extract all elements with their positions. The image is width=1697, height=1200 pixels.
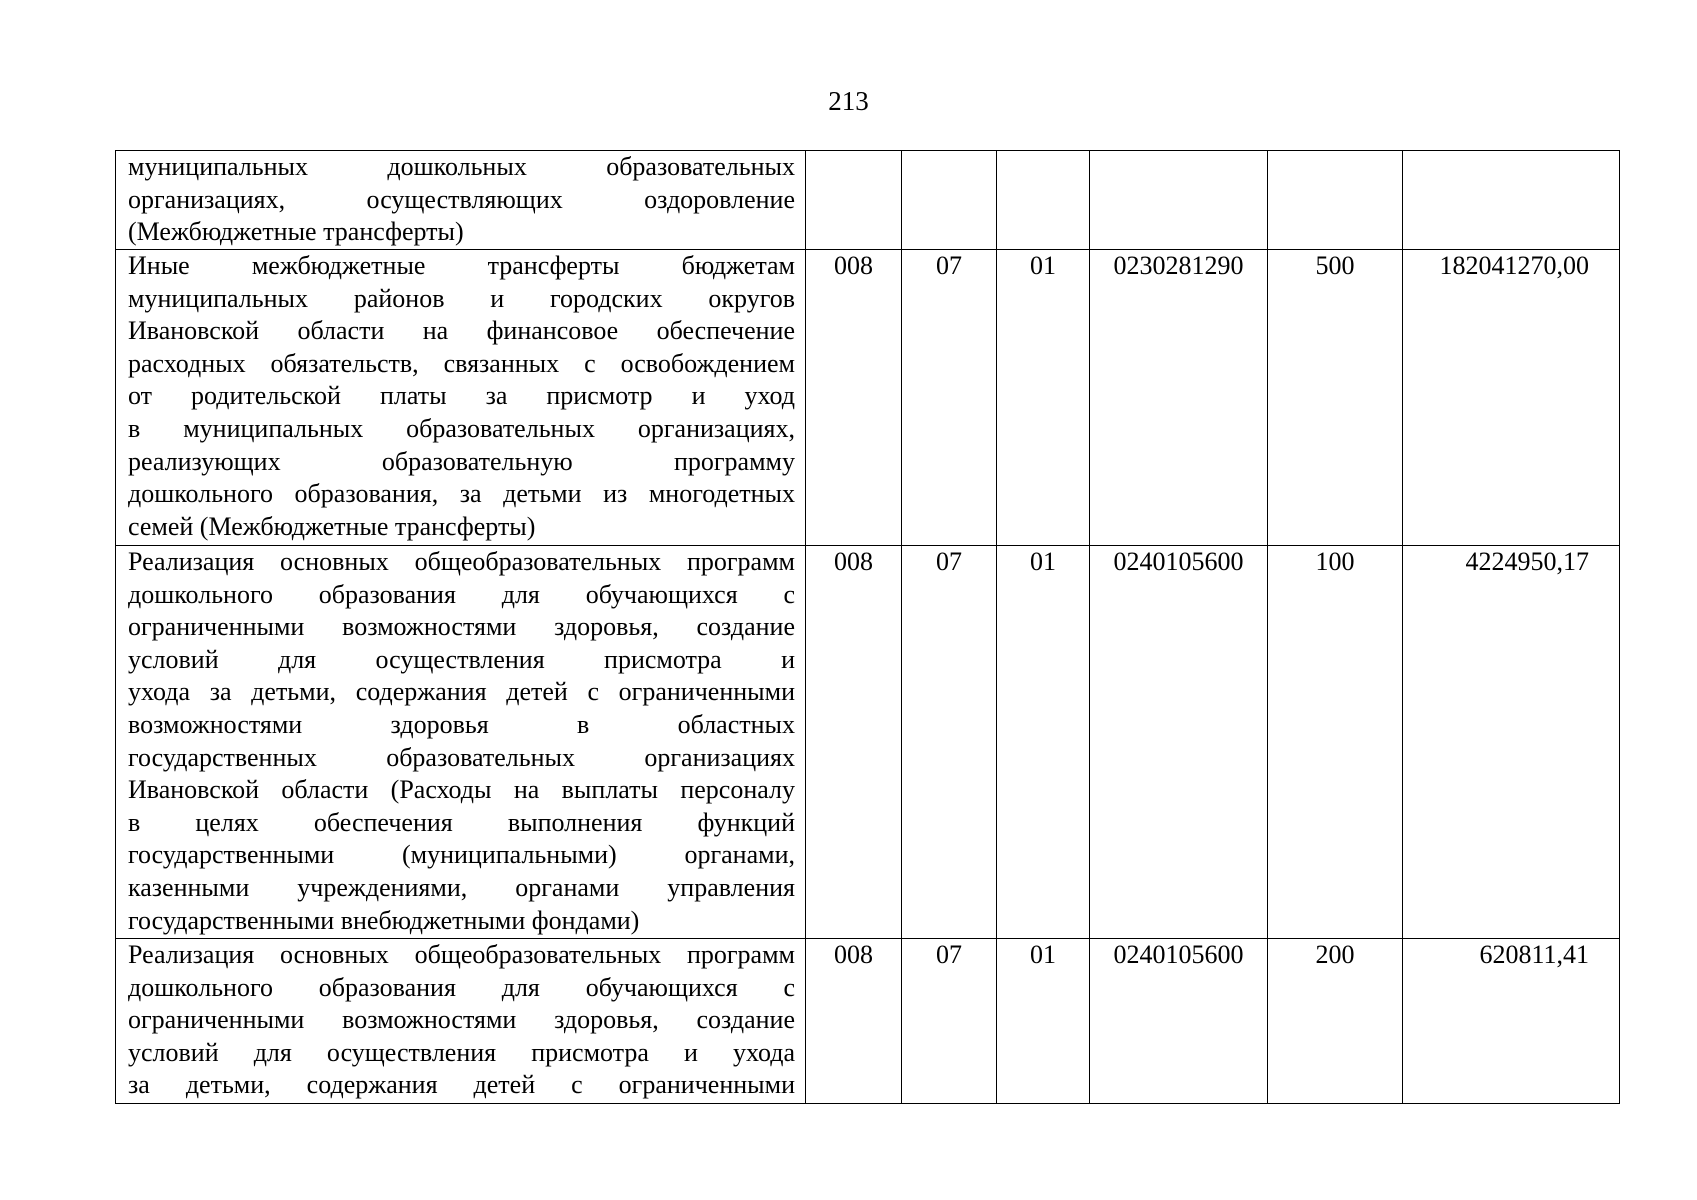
description-line: казенными учреждениями, органами управления: [128, 872, 795, 902]
page-number: 213: [828, 86, 869, 116]
subsection-code-cell: 01: [997, 250, 1090, 546]
target-article-cell: 0240105600: [1090, 546, 1268, 939]
target-article-cell: 0230281290: [1090, 250, 1268, 546]
description-line: реализующих образовательную программу: [128, 446, 795, 476]
description-line: Реализация основных общеобразовательных программ: [128, 547, 795, 576]
amount-cell: 620811,41: [1403, 939, 1620, 1104]
table-row: [116, 151, 1620, 250]
description-line: муниципальных дошкольных образовательных: [128, 152, 795, 181]
description-cell: [116, 250, 806, 546]
budget-table: [115, 150, 1620, 1104]
description-line: дошкольного образования для обучающихся с: [128, 972, 795, 1002]
expense-type-cell: 200: [1268, 939, 1403, 1104]
description-line: Реализация основных общеобразовательных программ: [128, 940, 795, 969]
description-line: Ивановской области на финансовое обеспечение: [128, 316, 795, 346]
ministry-code-cell: [806, 151, 902, 250]
description-line: государственных образовательных организациях: [128, 742, 795, 772]
description-cell: [116, 546, 806, 939]
description-line: условий для осуществления присмотра и ухода: [128, 1037, 795, 1067]
description-line: семей (Межбюджетные трансферты): [128, 511, 536, 541]
description-line: ограниченными возможностями здоровья, создание: [128, 612, 795, 642]
description-line: возможностями здоровья в областных: [128, 709, 795, 739]
description-line: государственными (муниципальными) органами,: [128, 840, 795, 870]
target-article-cell: [1090, 151, 1268, 250]
subsection-code-cell: 01: [997, 939, 1090, 1104]
expense-type-cell: [1268, 151, 1403, 250]
ministry-code-cell: 008: [806, 546, 902, 939]
description-line: Ивановской области (Расходы на выплаты персоналу: [128, 775, 795, 805]
description-line: условий для осуществления присмотра и: [128, 644, 795, 674]
description-line: расходных обязательств, связанных с освобождением: [128, 348, 795, 378]
target-article-cell: 0240105600: [1090, 939, 1268, 1104]
description-line: муниципальных районов и городских округов: [128, 283, 795, 313]
table-row: [116, 939, 1620, 1104]
ministry-code-cell: 008: [806, 939, 902, 1104]
description-line: ограниченными возможностями здоровья, создание: [128, 1005, 795, 1035]
subsection-code-cell: 01: [997, 546, 1090, 939]
amount-cell: 182041270,00: [1403, 250, 1620, 546]
subsection-code-cell: [997, 151, 1090, 250]
amount-cell: 4224950,17: [1403, 546, 1620, 939]
expense-type-cell: 500: [1268, 250, 1403, 546]
description-line: государственными внебюджетными фондами): [128, 905, 640, 935]
section-code-cell: 07: [902, 546, 997, 939]
ministry-code-cell: 008: [806, 250, 902, 546]
description-line: ухода за детьми, содержания детей с ограниченными: [128, 677, 795, 707]
description-cell: [116, 151, 806, 250]
description-line: от родительской платы за присмотр и уход: [128, 381, 795, 411]
description-line: за детьми, содержания детей с ограниченными: [128, 1070, 795, 1100]
description-line: Иные межбюджетные трансферты бюджетам: [128, 251, 795, 280]
expense-type-cell: 100: [1268, 546, 1403, 939]
description-cell: [116, 939, 806, 1104]
description-line: организациях, осуществляющих оздоровление: [128, 184, 795, 214]
description-line: в целях обеспечения выполнения функций: [128, 807, 795, 837]
description-line: в муниципальных образовательных организациях,: [128, 413, 795, 443]
table-row: [116, 250, 1620, 546]
section-code-cell: [902, 151, 997, 250]
description-line: (Межбюджетные трансферты): [128, 217, 464, 247]
amount-cell: [1403, 151, 1620, 250]
table-row: [116, 546, 1620, 939]
description-line: дошкольного образования, за детьми из многодетных: [128, 479, 795, 509]
description-line: дошкольного образования для обучающихся с: [128, 579, 795, 609]
section-code-cell: 07: [902, 939, 997, 1104]
section-code-cell: 07: [902, 250, 997, 546]
